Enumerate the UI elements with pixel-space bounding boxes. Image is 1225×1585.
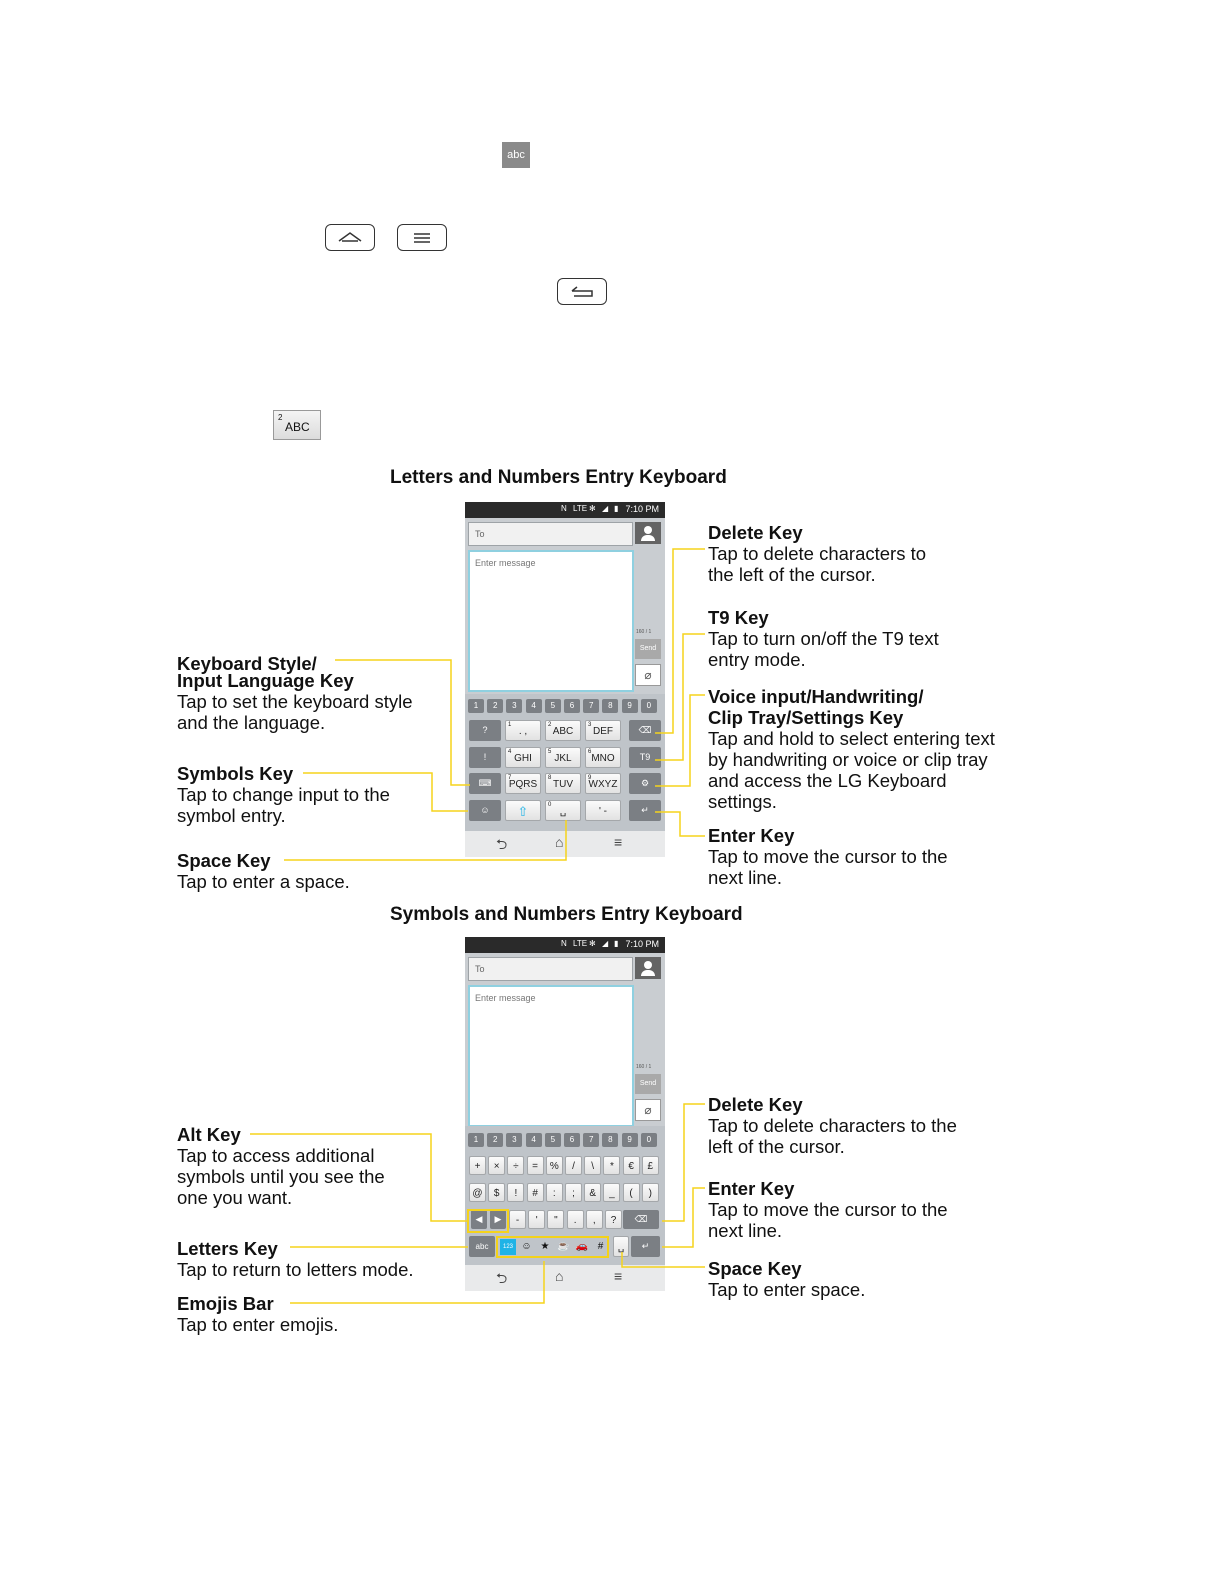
- callout-desc: Tap to delete characters to the: [708, 1115, 957, 1136]
- key-label: . ,: [518, 726, 528, 737]
- abc2-key-sup: 2: [278, 413, 283, 422]
- callout-title: Symbols Key: [177, 763, 294, 784]
- symbol-key[interactable]: #: [527, 1183, 544, 1202]
- key-sup: 9: [588, 775, 592, 781]
- leader-enter: [655, 812, 705, 836]
- battery-icon: ▮: [614, 939, 619, 948]
- number-key[interactable]: 7: [583, 699, 599, 713]
- symbol-key[interactable]: ×: [488, 1156, 505, 1175]
- symbol-key[interactable]: @: [469, 1183, 486, 1202]
- emoji-category-item[interactable]: ★: [540, 1241, 550, 1252]
- key-sup: 1: [508, 722, 512, 728]
- callout-desc: the left of the cursor.: [708, 564, 876, 585]
- key-label: ⇧: [517, 803, 529, 819]
- callout-title: Enter Key: [708, 825, 795, 846]
- key-label: TUV: [553, 779, 573, 790]
- to-placeholder: To: [475, 529, 485, 539]
- callout-desc: entry mode.: [708, 649, 806, 670]
- symbol-key[interactable]: $: [488, 1183, 505, 1202]
- letters-key[interactable]: abc: [469, 1236, 495, 1257]
- number-key[interactable]: 9: [622, 699, 638, 713]
- battery-icon: ▮: [614, 504, 619, 513]
- back-icon[interactable]: ⮌: [496, 1270, 508, 1286]
- callout-desc: Tap to enter space.: [708, 1279, 866, 1300]
- key-label: ⌫: [638, 725, 652, 735]
- bluetooth-icon: ✻: [589, 504, 596, 513]
- leader-keyboard-style: [335, 660, 470, 785]
- leader-space-2: [622, 1252, 705, 1267]
- emoji-category-item[interactable]: 🚗: [575, 1241, 589, 1252]
- callout-desc: Tap and hold to select entering text: [708, 728, 995, 749]
- number-key[interactable]: 3: [506, 1133, 522, 1147]
- leader-delete-2: [662, 1104, 705, 1221]
- paperclip-icon[interactable]: ⌀: [635, 664, 661, 686]
- key-sup: 7: [508, 775, 512, 781]
- number-key[interactable]: 6: [564, 699, 580, 713]
- callout-desc: Tap to return to letters mode.: [177, 1259, 414, 1280]
- key-sup: 0: [548, 801, 552, 808]
- key-sup: 6: [588, 748, 592, 755]
- key-label: ☺: [480, 804, 490, 815]
- send-button[interactable]: Send: [635, 639, 661, 659]
- callout-desc: Tap to move the cursor to the: [708, 846, 948, 867]
- symbol-key[interactable]: -: [509, 1210, 526, 1229]
- leader-voice: [655, 695, 705, 786]
- callout-desc: Tap to enter emojis.: [177, 1314, 339, 1335]
- callout-desc: and the language.: [177, 712, 326, 733]
- key-label: PQRS: [508, 779, 538, 790]
- leader-alt: [250, 1134, 468, 1221]
- message-placeholder: Enter message: [475, 993, 536, 1003]
- key-sup: 5: [548, 748, 552, 755]
- char-counter: 160 / 1: [636, 1064, 652, 1070]
- send-button[interactable]: Send: [635, 1074, 661, 1094]
- callout-title: Voice input/Handwriting/: [708, 686, 924, 707]
- number-key[interactable]: 4: [526, 1133, 542, 1147]
- symbol-key[interactable]: !: [507, 1183, 524, 1202]
- number-key[interactable]: 5: [545, 1133, 561, 1147]
- key-label: ' -: [598, 805, 608, 817]
- key-label: ABC: [552, 726, 574, 737]
- key-label: ⚙: [640, 778, 650, 788]
- nfc-icon: N: [561, 504, 567, 513]
- status-time: 7:10 PM: [625, 939, 659, 949]
- number-key[interactable]: 7: [583, 1133, 599, 1147]
- symbol-key[interactable]: ;: [565, 1183, 582, 1202]
- symbol-key[interactable]: ,: [586, 1210, 603, 1229]
- key-sup: 4: [508, 748, 512, 755]
- emoji-category-item[interactable]: ☺: [521, 1241, 532, 1252]
- enter-key[interactable]: ↵: [631, 1236, 660, 1257]
- leader-symbols: [303, 773, 468, 811]
- callout-title: Input Language Key: [177, 670, 354, 691]
- callout-title: Space Key: [708, 1258, 802, 1279]
- number-key[interactable]: 1: [468, 699, 484, 713]
- leader-t9: [655, 634, 705, 760]
- key-label: T9: [639, 751, 651, 762]
- status-time: 7:10 PM: [625, 504, 659, 514]
- callout-desc: Tap to change input to the: [177, 784, 390, 805]
- callout-desc: Tap to access additional: [177, 1145, 375, 1166]
- number-key[interactable]: 0: [641, 699, 657, 713]
- number-key[interactable]: 8: [602, 1133, 618, 1147]
- emoji-category-item[interactable]: #: [597, 1241, 604, 1252]
- alt-arrow-key[interactable]: ◀: [471, 1210, 487, 1229]
- callout-title: Keyboard Style/: [177, 653, 317, 674]
- key-label: ?: [482, 725, 488, 735]
- signal-icon: ◢: [602, 504, 609, 513]
- paperclip-icon[interactable]: ⌀: [635, 1099, 661, 1121]
- key-label: !: [483, 751, 487, 762]
- menu-icon[interactable]: ≡: [614, 834, 623, 850]
- home-icon[interactable]: ⌂: [555, 834, 564, 850]
- callout-desc: symbols until you see the: [177, 1166, 385, 1187]
- key-label: GHI: [514, 752, 532, 764]
- back-icon[interactable]: ⮌: [496, 836, 508, 852]
- symbol-key[interactable]: =: [527, 1156, 544, 1175]
- symbol-key[interactable]: ?: [605, 1210, 622, 1229]
- emoji-category-item[interactable]: 123: [500, 1239, 516, 1255]
- number-key[interactable]: 6: [564, 1133, 580, 1147]
- leader-delete: [655, 549, 705, 733]
- key-label: ␣: [559, 805, 567, 817]
- symbol-key[interactable]: £: [642, 1156, 659, 1175]
- symbol-key[interactable]: ): [642, 1183, 659, 1202]
- callout-desc: symbol entry.: [177, 805, 286, 826]
- number-key[interactable]: 2: [487, 699, 503, 713]
- number-key[interactable]: 0: [641, 1133, 657, 1147]
- callout-title: Clip Tray/Settings Key: [708, 707, 904, 728]
- alt-key-highlight: [468, 1210, 508, 1232]
- callout-title: Letters Key: [177, 1238, 278, 1259]
- leader-emojis: [290, 1261, 544, 1303]
- callout-desc: Tap to delete characters to: [708, 543, 927, 564]
- number-key[interactable]: 4: [526, 699, 542, 713]
- number-key[interactable]: 9: [622, 1133, 638, 1147]
- symbol-key[interactable]: *: [603, 1156, 620, 1175]
- symbol-key[interactable]: (: [623, 1183, 640, 1202]
- number-key[interactable]: 1: [468, 1133, 484, 1147]
- callout-desc: Tap to enter a space.: [177, 871, 350, 892]
- symbol-key[interactable]: +: [469, 1156, 486, 1175]
- callout-title: Delete Key: [708, 522, 803, 543]
- key-label: ⌨: [478, 778, 492, 788]
- abc2-key-label: ABC: [285, 420, 310, 434]
- key-sup: 2: [548, 722, 552, 728]
- symbol-key[interactable]: :: [546, 1183, 563, 1202]
- bluetooth-icon: ✻: [589, 939, 596, 948]
- key-label: WXYZ: [588, 779, 618, 790]
- home-icon[interactable]: ⌂: [555, 1268, 564, 1284]
- symbol-key[interactable]: ': [528, 1210, 545, 1229]
- callout-desc: next line.: [708, 1220, 783, 1241]
- callout-desc: settings.: [708, 791, 777, 812]
- symbol-key[interactable]: %: [546, 1156, 563, 1175]
- delete-key[interactable]: ⌫: [623, 1210, 659, 1229]
- figure2-title: Symbols and Numbers Entry Keyboard: [390, 904, 743, 925]
- callout-title: Space Key: [177, 850, 271, 871]
- callout-desc: by handwriting or voice or clip tray: [708, 749, 988, 770]
- callout-desc: Tap to turn on/off the T9 text: [708, 628, 939, 649]
- char-counter: 160 / 1: [636, 629, 652, 635]
- lte-label: LTE: [573, 504, 588, 513]
- callout-desc: and access the LG Keyboard: [708, 770, 947, 791]
- callout-desc: Tap to move the cursor to the: [708, 1199, 948, 1220]
- callout-desc: next line.: [708, 867, 783, 888]
- symbol-key[interactable]: ": [547, 1210, 564, 1229]
- leader-space: [284, 820, 566, 860]
- lte-label: LTE: [573, 939, 588, 948]
- callout-title: Enter Key: [708, 1178, 795, 1199]
- symbol-key[interactable]: .: [567, 1210, 584, 1229]
- symbol-key[interactable]: \: [584, 1156, 601, 1175]
- callout-title: T9 Key: [708, 607, 769, 628]
- symbol-key[interactable]: _: [603, 1183, 620, 1202]
- nfc-icon: N: [561, 939, 567, 948]
- message-placeholder: Enter message: [475, 558, 536, 568]
- number-key[interactable]: 2: [487, 1133, 503, 1147]
- callout-title: Delete Key: [708, 1094, 803, 1115]
- key-label: ↵: [641, 804, 649, 815]
- key-sup: 3: [588, 722, 592, 728]
- figure1-title: Letters and Numbers Entry Keyboard: [390, 467, 727, 488]
- to-placeholder: To: [475, 964, 485, 974]
- symbol-key[interactable]: &: [584, 1183, 601, 1202]
- callout-title: Emojis Bar: [177, 1293, 274, 1314]
- alt-arrow-key[interactable]: ▶: [490, 1210, 506, 1229]
- menu-icon[interactable]: ≡: [614, 1268, 623, 1284]
- key-label: JKL: [554, 752, 572, 764]
- callout-title: Alt Key: [177, 1124, 241, 1145]
- callout-desc: left of the cursor.: [708, 1136, 845, 1157]
- signal-icon: ◢: [602, 939, 609, 948]
- number-key[interactable]: 5: [545, 699, 561, 713]
- symbol-key[interactable]: /: [565, 1156, 582, 1175]
- number-key[interactable]: 3: [506, 699, 522, 713]
- callout-desc: Tap to set the keyboard style: [177, 691, 413, 712]
- symbol-key[interactable]: ÷: [507, 1156, 524, 1175]
- abc-key-icon: abc: [502, 142, 530, 168]
- symbol-key[interactable]: €: [623, 1156, 640, 1175]
- key-sup: 8: [548, 775, 552, 781]
- key-label: DEF: [593, 726, 613, 737]
- callout-desc: one you want.: [177, 1187, 293, 1208]
- space-key[interactable]: ␣: [613, 1236, 629, 1257]
- key-label: MNO: [591, 752, 615, 764]
- emoji-category-item[interactable]: ☕: [557, 1241, 570, 1252]
- number-key[interactable]: 8: [602, 699, 618, 713]
